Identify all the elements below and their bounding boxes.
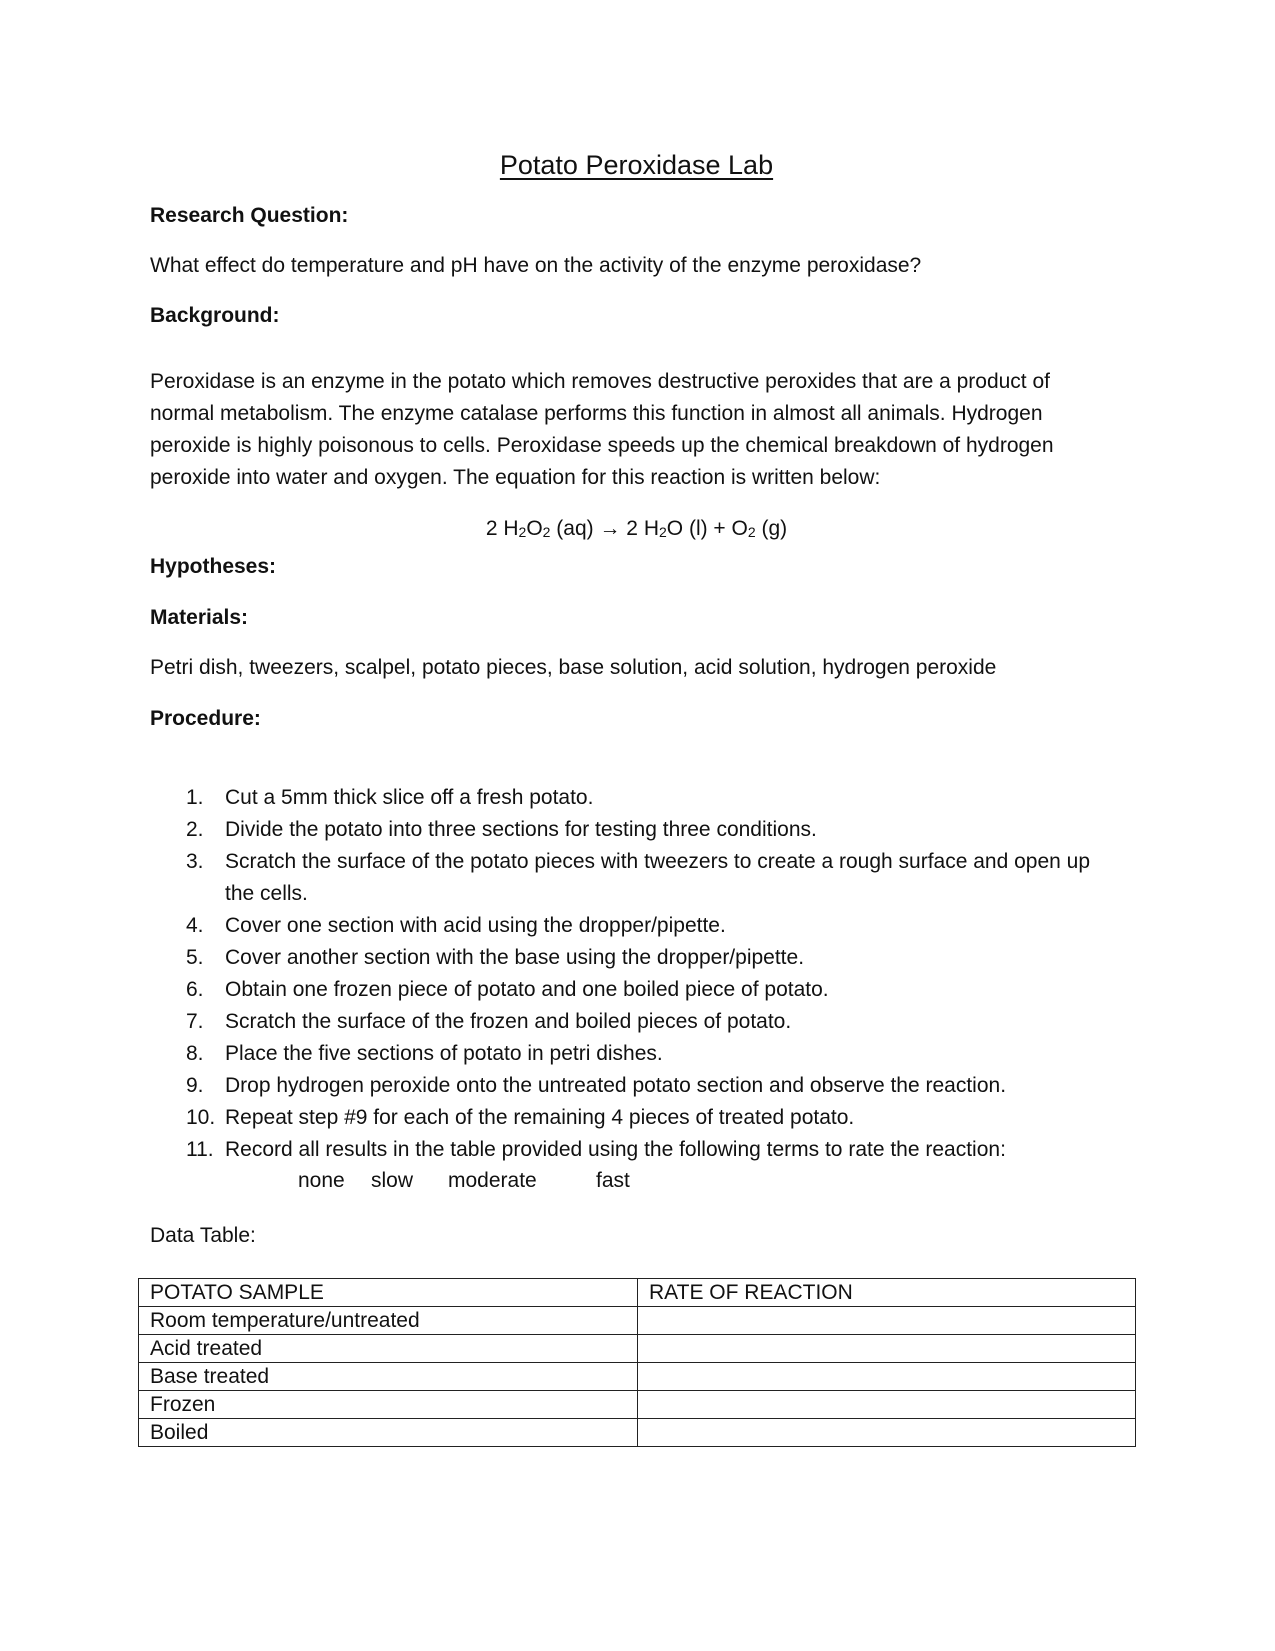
- data-table-label: Data Table:: [150, 1224, 256, 1247]
- eq-subscript: 2: [518, 524, 527, 540]
- step-text: Drop hydrogen peroxide onto the untreated potato section and observe the reaction.: [225, 1074, 1007, 1097]
- sample-cell: Acid treated: [139, 1335, 638, 1363]
- table-row: [139, 1391, 1136, 1419]
- step-number: 10.: [186, 1106, 216, 1129]
- list-item: [150, 1038, 1120, 1070]
- list-item: [150, 1070, 1120, 1102]
- rating-term-none: none: [298, 1169, 345, 1192]
- table-header-cell: RATE OF REACTION: [638, 1279, 1136, 1307]
- step-number: 7.: [186, 1010, 204, 1033]
- list-item: [150, 910, 1120, 942]
- rating-term-slow: slow: [371, 1169, 414, 1192]
- sample-cell: Boiled: [139, 1419, 638, 1447]
- rating-term-moderate: moderate: [448, 1169, 537, 1192]
- step-text: Repeat step #9 for each of the remaining 4 pieces of treated potato.: [225, 1106, 855, 1129]
- reaction-equation: [150, 517, 1123, 541]
- table-header-cell: POTATO SAMPLE: [139, 1279, 638, 1307]
- step-text: Cover another section with the base using the dropper/pipette.: [225, 946, 805, 969]
- procedure-list: [150, 782, 1120, 1166]
- eq-subscript: 2: [542, 524, 551, 540]
- rating-term-fast: fast: [596, 1169, 630, 1192]
- sample-cell: Frozen: [139, 1391, 638, 1419]
- list-item: [150, 1102, 1120, 1134]
- research-question-text: What effect do temperature and pH have on the activity of the enzyme peroxidase?: [150, 254, 922, 277]
- step-number: 9.: [186, 1074, 204, 1097]
- background-heading: Background:: [150, 304, 280, 327]
- eq-subscript: 2: [658, 524, 667, 540]
- step-number: 3.: [186, 850, 204, 873]
- list-item: [150, 1134, 1120, 1166]
- materials-heading: Materials:: [150, 606, 249, 629]
- step-text: Cut a 5mm thick slice off a fresh potato.: [225, 786, 594, 809]
- step-text: Place the five sections of potato in petri dishes.: [225, 1042, 663, 1065]
- table-header-row: [139, 1279, 1136, 1307]
- rate-cell[interactable]: [638, 1363, 1136, 1391]
- page-title: Potato Peroxidase Lab: [499, 150, 774, 180]
- list-item: [150, 1006, 1120, 1038]
- step-number: 2.: [186, 818, 204, 841]
- table-row: [139, 1307, 1136, 1335]
- step-number: 8.: [186, 1042, 204, 1065]
- step-text: Scratch the surface of the potato pieces with tweezers to create a rough surface and open up: [225, 850, 1091, 873]
- eq-part: O (l) + O: [666, 517, 748, 540]
- background-line: peroxide into water and oxygen. The equation for this reaction is written below:: [150, 466, 881, 489]
- list-item: [150, 782, 1120, 814]
- step-text: Cover one section with acid using the dropper/pipette.: [225, 914, 726, 937]
- sample-cell: Base treated: [139, 1363, 638, 1391]
- step-text: Record all results in the table provided using the following terms to rate the reaction:: [225, 1138, 1006, 1161]
- step-number: 6.: [186, 978, 204, 1001]
- background-paragraph: [150, 366, 1140, 494]
- step-number: 1.: [186, 786, 204, 809]
- step-number: 5.: [186, 946, 204, 969]
- table-row: [139, 1335, 1136, 1363]
- step-text: Obtain one frozen piece of potato and one boiled piece of potato.: [225, 978, 829, 1001]
- eq-part: 2 H: [485, 517, 519, 540]
- eq-part: O: [526, 517, 543, 540]
- list-item: [150, 974, 1120, 1006]
- table-row: [139, 1363, 1136, 1391]
- eq-subscript: 2: [747, 524, 756, 540]
- materials-text: Petri dish, tweezers, scalpel, potato pieces, base solution, acid solution, hydrogen peroxide: [150, 656, 997, 679]
- rate-cell[interactable]: [638, 1391, 1136, 1419]
- step-text: Scratch the surface of the frozen and boiled pieces of potato.: [225, 1010, 792, 1033]
- step-text: the cells.: [225, 882, 308, 905]
- step-number: 11.: [186, 1138, 214, 1161]
- rate-cell[interactable]: [638, 1335, 1136, 1363]
- eq-part: (aq): [550, 517, 600, 540]
- research-question-heading: Research Question:: [150, 204, 349, 227]
- rate-cell[interactable]: [638, 1419, 1136, 1447]
- list-item: [150, 846, 1120, 910]
- step-text: Divide the potato into three sections for testing three conditions.: [225, 818, 817, 841]
- arrow-icon: →: [599, 517, 621, 540]
- list-item: [150, 814, 1120, 846]
- hypotheses-heading: Hypotheses:: [150, 555, 277, 578]
- table-row: [139, 1419, 1136, 1447]
- eq-part: (g): [755, 517, 788, 540]
- procedure-heading: Procedure:: [150, 707, 261, 730]
- step-number: 4.: [186, 914, 204, 937]
- background-line: Peroxidase is an enzyme in the potato which removes destructive peroxides that are a product of: [150, 370, 1050, 393]
- background-line: peroxide is highly poisonous to cells. Peroxidase speeds up the chemical breakdown of hydrogen: [150, 434, 1054, 457]
- rate-cell[interactable]: [638, 1307, 1136, 1335]
- list-item: [150, 942, 1120, 974]
- sample-cell: Room temperature/untreated: [139, 1307, 638, 1335]
- eq-part: 2 H: [620, 517, 659, 540]
- data-table: [138, 1278, 1136, 1447]
- background-line: normal metabolism. The enzyme catalase performs this function in almost all animals. Hydrogen: [150, 402, 1043, 425]
